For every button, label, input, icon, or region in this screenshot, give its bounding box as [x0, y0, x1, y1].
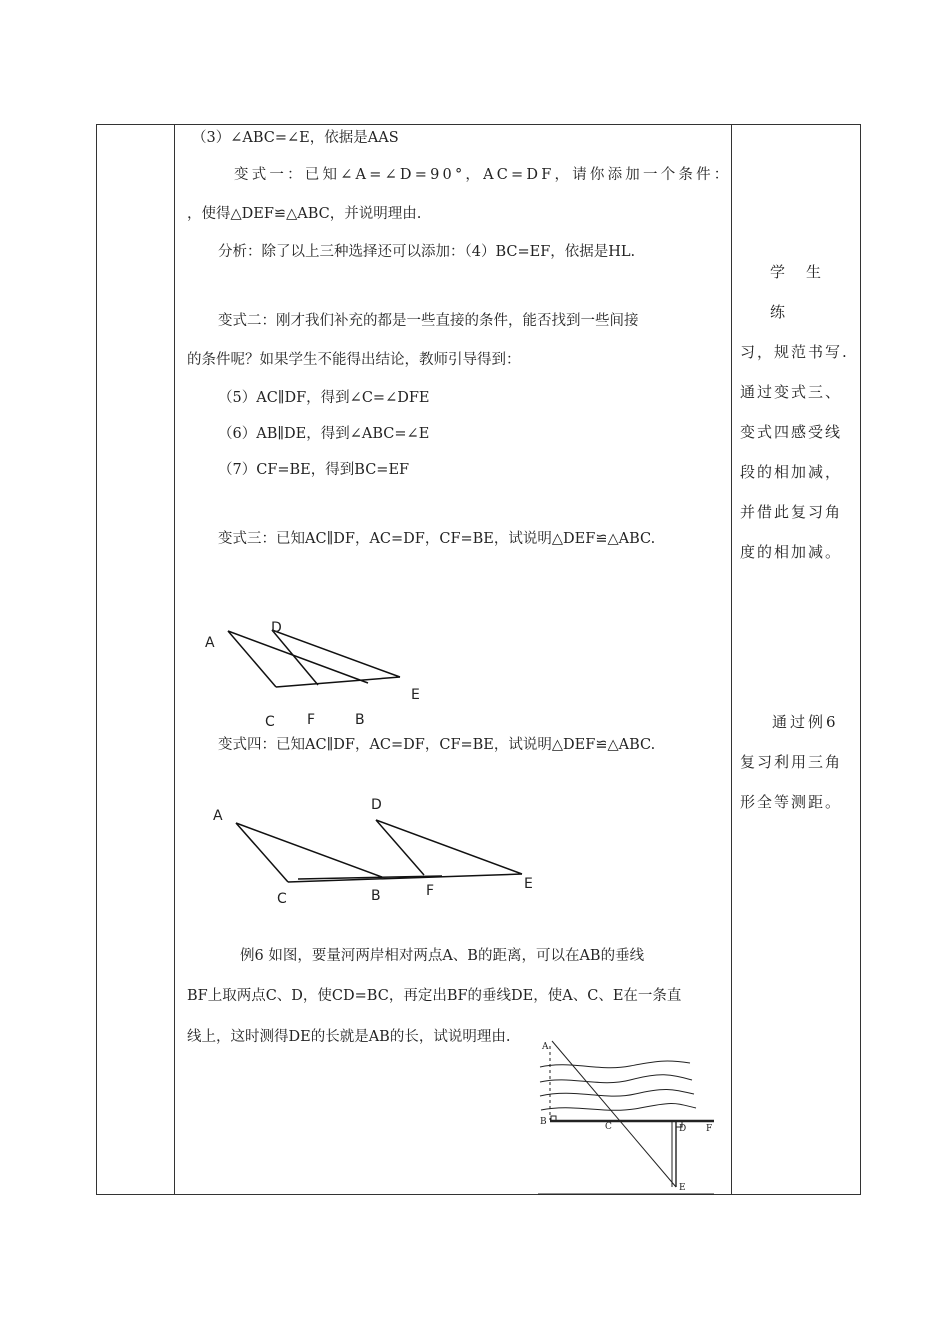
item-5: （5）AC∥DF，得到∠C=∠DFE — [218, 390, 430, 406]
note1-line: 通过变式三、 — [740, 383, 843, 401]
fig2-label-b: B — [371, 888, 381, 904]
fig2-label-c: C — [277, 891, 287, 907]
example6-line-c: 线上，这时测得DE的长就是AB的长，试说明理由. — [187, 1029, 511, 1045]
note2-line: 通过例6 — [772, 713, 839, 731]
note2-line: 复习利用三角 — [740, 753, 843, 771]
example6-line-a: 例6 如图，要量河两岸相对两点A、B的距离，可以在AB的垂线 — [240, 948, 645, 964]
note1-line: 习，规范书写. — [740, 343, 849, 361]
variant2-line-b: 的条件呢？如果学生不能得出结论，教师引导得到： — [187, 352, 521, 368]
fig2-label-e: E — [524, 876, 533, 892]
fig3-label-f: F — [706, 1124, 713, 1134]
fig1-label-a: A — [205, 635, 215, 651]
fig3-label-c: C — [605, 1122, 612, 1132]
fig2-label-f: F — [426, 883, 435, 899]
variant3-line: 变式三：已知AC∥DF，AC=DF，CF=BE，试说明△DEF≌△ABC. — [218, 531, 656, 547]
line-3-aas: （3）∠ABC=∠E，依据是AAS — [192, 130, 399, 146]
note1-line: 度的相加减。 — [740, 543, 843, 561]
fig2-label-d: D — [371, 797, 382, 813]
variant2-line-a: 变式二：刚才我们补充的都是一些直接的条件，能否找到一些间接 — [218, 313, 639, 329]
example6-line-b: BF上取两点C、D，使CD=BC，再定出BF的垂线DE，使A、C、E在一条直 — [187, 988, 682, 1004]
note1-line: 学 生 练 — [770, 263, 843, 321]
fig3-label-d: D — [679, 1124, 687, 1134]
fig1-label-d: D — [271, 620, 282, 636]
note-practice — [740, 252, 858, 572]
note1-line: 变式四感受线 — [740, 423, 843, 441]
fig3-label-e: E — [679, 1183, 686, 1193]
note-example6 — [740, 702, 858, 822]
variant4-line: 变式四：已知AC∥DF，AC=DF，CF=BE，试说明△DEF≌△ABC. — [218, 737, 656, 753]
note1-line: 并借此复习角 — [740, 503, 843, 521]
fig1-label-b: B — [355, 712, 365, 728]
item-6: （6）AB∥DE，得到∠ABC=∠E — [218, 426, 430, 442]
note1-line: 段的相加减， — [740, 463, 843, 481]
analysis-line: 分析：除了以上三种选择还可以添加：（4）BC=EF，依据是HL. — [218, 244, 636, 260]
fig1-label-f: F — [307, 712, 316, 728]
note2-line: 形全等测距。 — [740, 793, 843, 811]
fig3-label-a: A — [542, 1042, 549, 1052]
variant1-line-a: 变式一：已知∠A=∠D=90°，AC=DF，请你添加一个条件： — [234, 167, 732, 183]
fig1-label-c: C — [265, 714, 275, 730]
fig3-label-b: B — [540, 1117, 547, 1127]
fig1-label-e: E — [411, 687, 420, 703]
item-7: （7）CF=BE，得到BC=EF — [218, 462, 410, 478]
variant1-line-b: ，使得△DEF≌△ABC，并说明理由. — [187, 206, 422, 222]
fig2-label-a: A — [213, 808, 223, 824]
